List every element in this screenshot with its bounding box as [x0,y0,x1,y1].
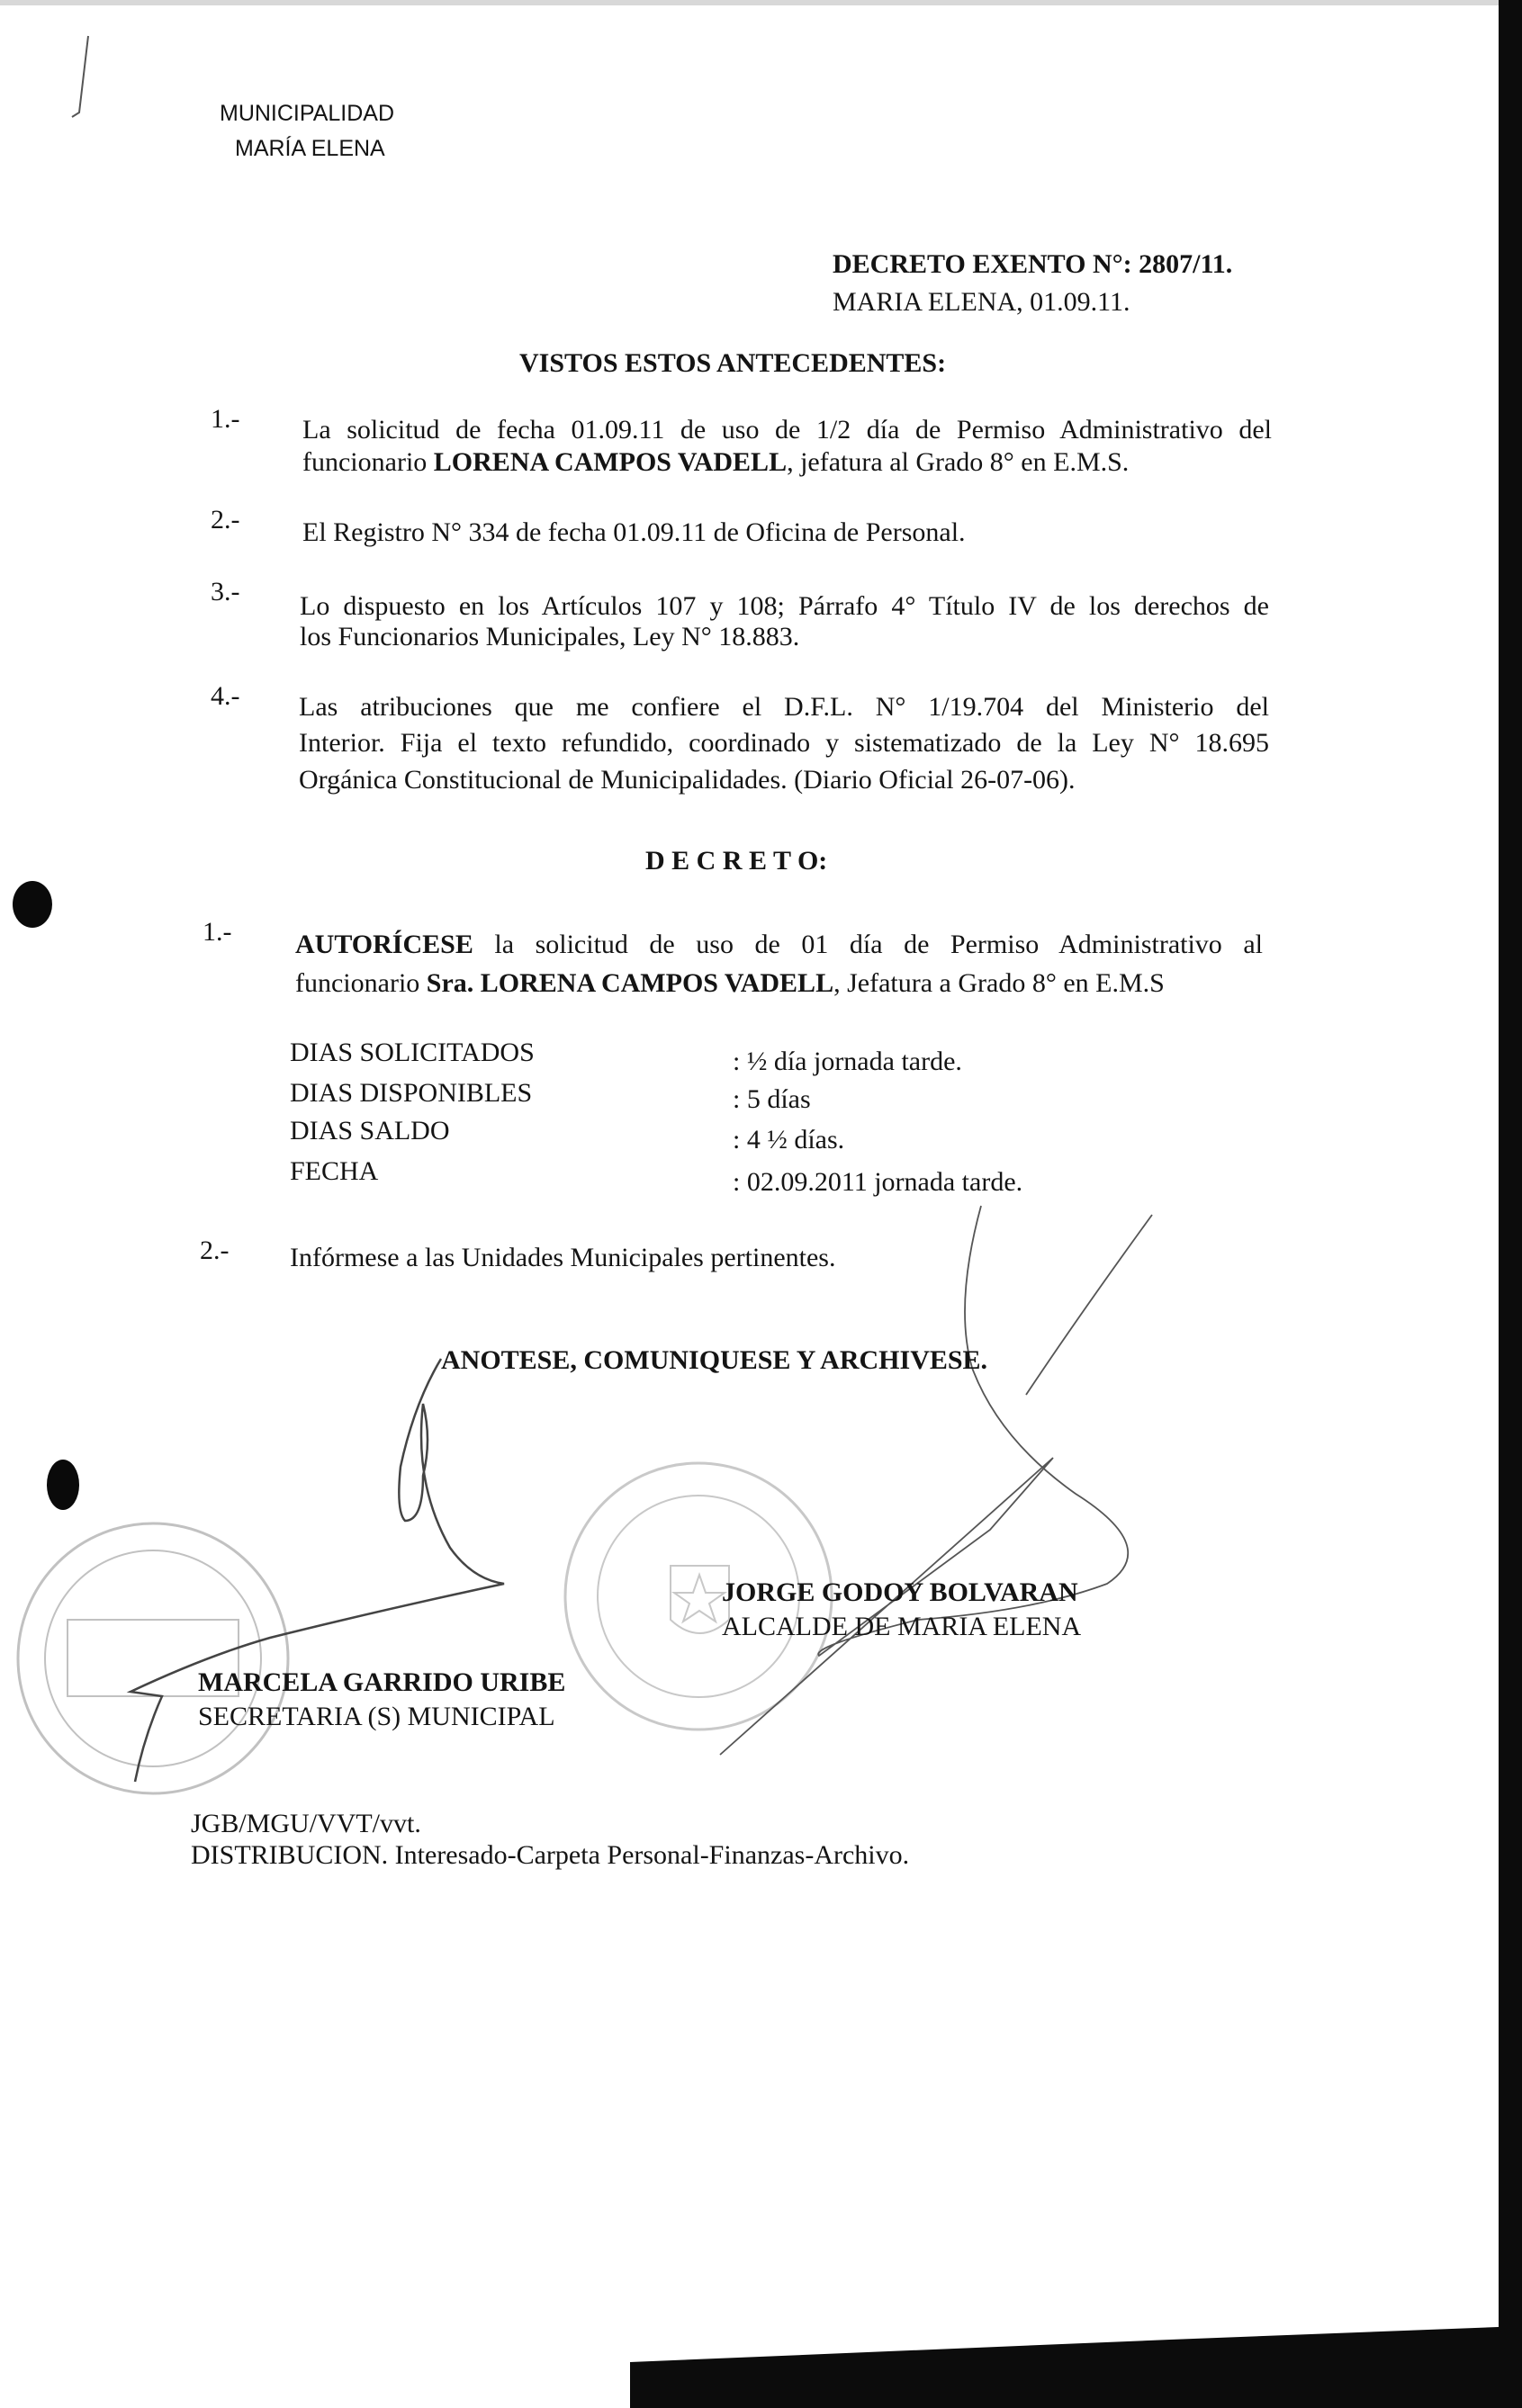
text: , jefatura al Grado 8° en E.M.S. [787,447,1130,477]
item-number: 1.- [211,404,240,434]
text: funcionario [295,968,427,998]
item-text: Las atribuciones que me confiere el D.F.L. N° 1/19.704 del Ministerio del [299,692,1269,722]
employee-name: LORENA CAMPOS VADELL [433,447,788,477]
decree-number [833,248,1232,281]
item-text: Lo dispuesto en los Artículos 107 y 108; Párrafo 4° Título IV de los derechos de [300,591,1269,621]
detail-label: FECHA [290,1156,379,1186]
vistos-heading: VISTOS ESTOS ANTECEDENTES: [519,348,947,378]
distribution-list: DISTRIBUCION. Interesado-Carpeta Personal-Finanzas-Archivo. [191,1840,910,1870]
authorize-word: AUTORÍCESE [295,930,473,959]
item-text: La solicitud de fecha 01.09.11 de uso de 1/2 día de Permiso Administrativo del [302,415,1272,445]
punch-hole-dot [13,881,52,928]
detail-label: DIAS SOLICITADOS [290,1038,535,1067]
item-number: 2.- [211,505,240,535]
punch-hole-dot [47,1460,79,1510]
seal-left [18,1523,288,1793]
detail-value: : 02.09.2011 jornada tarde. [733,1167,1023,1197]
reference-initials: JGB/MGU/VVT/vvt. [191,1809,421,1838]
closing-formula: ANOTESE, COMUNIQUESE Y ARCHIVESE. [441,1345,988,1375]
signatory-name: MARCELA GARRIDO URIBE [198,1667,566,1697]
decree-number-label: DECRETO EXENTO N°: [833,249,1132,279]
signatory-title: SECRETARIA (S) MUNICIPAL [198,1702,555,1731]
pen-mark-top-left [72,36,88,117]
detail-value: : 5 días [733,1084,811,1114]
item-number: 1.- [203,917,232,947]
item-text: Infórmese a las Unidades Municipales pertinentes. [290,1243,836,1272]
item-text [302,446,1129,479]
decreto-heading: D E C R E T O: [645,846,828,876]
item-text: los Funcionarios Municipales, Ley N° 18.883. [300,622,800,651]
municipality-city: MARÍA ELENA [235,136,385,161]
signatory-name: JORGE GODOY BOLVARAN [722,1577,1078,1607]
signatory-title: ALCALDE DE MARIA ELENA [722,1612,1082,1641]
item-text [295,929,1263,961]
employee-name: Sra. LORENA CAMPOS VADELL [426,968,834,998]
place-date: MARIA ELENA, 01.09.11. [833,287,1130,317]
municipality-name: MUNICIPALIDAD [220,101,395,126]
signature-right [720,1206,1152,1755]
decree-number-value: 2807/11. [1139,249,1233,279]
item-number: 2.- [200,1235,230,1265]
item-text: El Registro N° 334 de fecha 01.09.11 de Oficina de Personal. [302,517,966,547]
text: , Jefatura a Grado 8° en E.M.S [833,968,1165,998]
item-text: Interior. Fija el texto refundido, coordinado y sistematizado de la Ley N° 18.695 [299,728,1269,758]
detail-value: : 4 ½ días. [733,1125,845,1155]
item-text [295,967,1165,1000]
scan-edge-bottom [630,2326,1522,2408]
detail-label: DIAS DISPONIBLES [290,1078,533,1108]
detail-value: : ½ día jornada tarde. [733,1047,962,1076]
item-text: Orgánica Constitucional de Municipalidades. (Diario Oficial 26-07-06). [299,765,1076,795]
item-number: 3.- [211,577,240,606]
text: la solicitud de uso de 01 día de Permiso Administrativo al [473,930,1263,959]
text: funcionario [302,447,434,477]
item-number: 4.- [211,681,240,711]
detail-label: DIAS SALDO [290,1116,450,1146]
